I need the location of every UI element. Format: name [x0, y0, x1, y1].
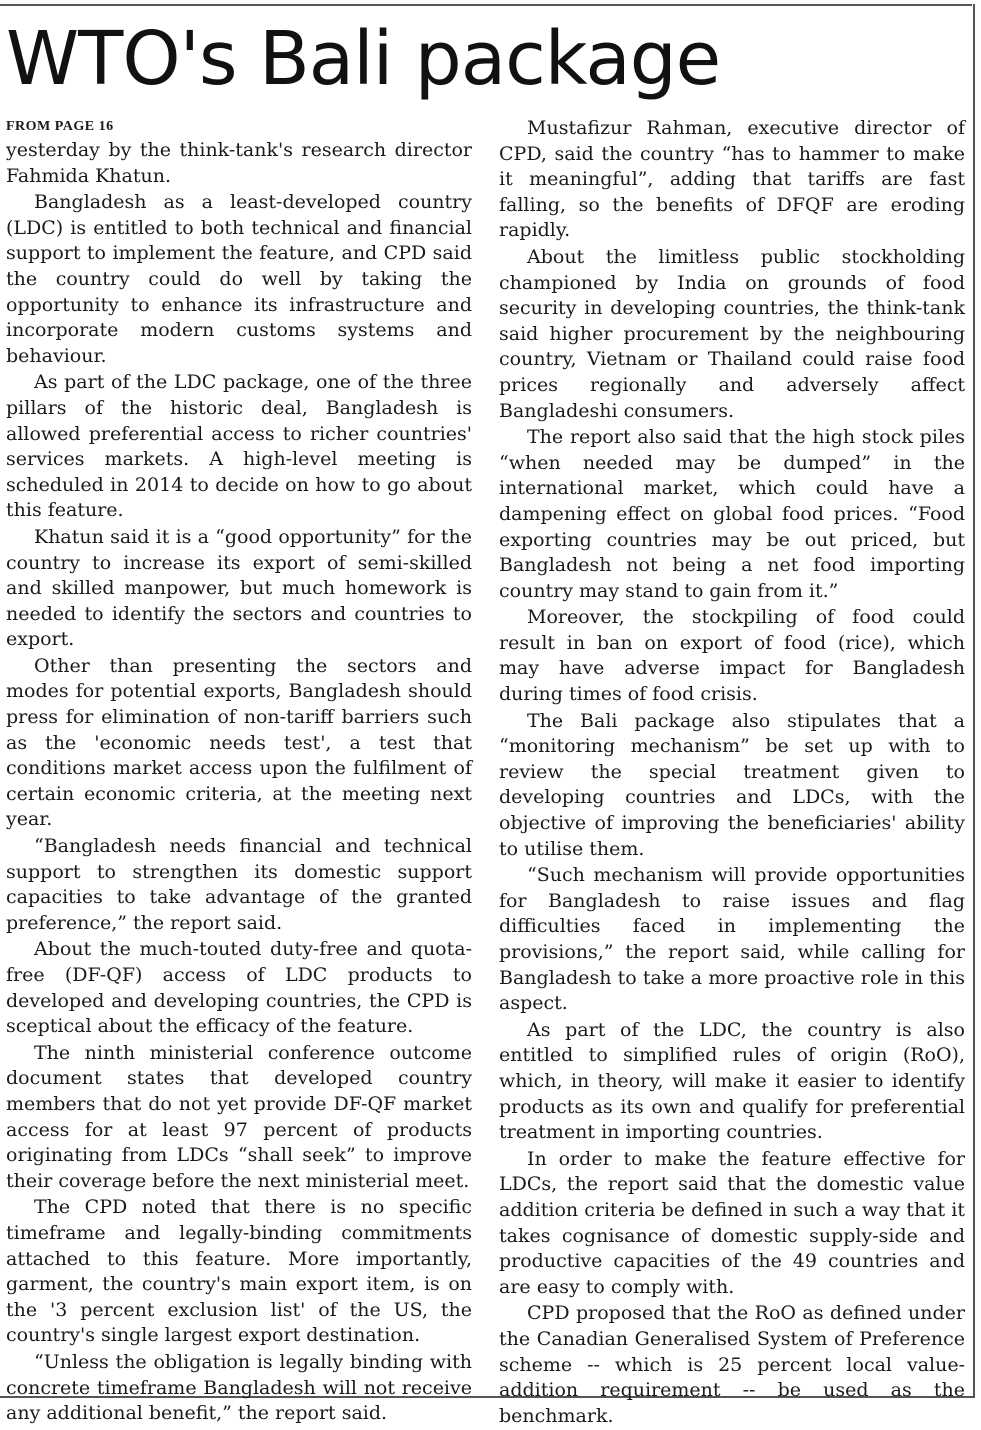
paragraph: “Bangladesh needs financial and technical support to strengthen its domestic support capacities to take advantage of the granted preference,” the report said.: [6, 835, 472, 934]
headline: WTO's Bali package: [6, 16, 721, 102]
paragraph: About the limitless public stockholding championed by India on grounds of food security in developing countries, the think-tank said higher procurement by the neighbouring country, Vietnam or Thailand could raise food prices regionally and adversely affect Bangladeshi consumers.: [499, 245, 965, 422]
paragraph: Other than presenting the sectors and modes for potential exports, Bangladesh should press for elimination of non-tariff barriers such as the 'economic needs test', a test that conditions market access upon the fulfilment of certain economic criteria, at the meeting next year.: [6, 654, 472, 831]
paragraph: Bangladesh as a least-developed country (LDC) is entitled to both technical and financial support to implement the feature, and CPD said the country could do well by taking the opportunity to enhance its infrastructure and incorporate modern customs systems and behaviour.: [6, 191, 472, 367]
right-column: [499, 116, 965, 1430]
paragraph: As part of the LDC, the country is also entitled to simplified rules of origin (RoO), which, in theory, will make it easier to identify products as its own and qualify for preferential treatment in importing countries.: [499, 1018, 965, 1144]
paragraph: The report also said that the high stock piles “when needed may be dumped” in the international market, which could have a dampening effect on global food prices. “Food exporting countries may be out priced, but Bangladesh not being a net food importing country may stand to gain from it.”: [499, 426, 965, 602]
paragraph: Moreover, the stockpiling of food could result in ban on export of food (rice), which may have adverse impact for Bangladesh during times of food crisis.: [499, 606, 965, 706]
paragraph: Khatun said it is a “good opportunity” for the country to increase its export of semi-skilled and skilled manpower, but much homework is needed to identify the sectors and countries to export.: [6, 525, 472, 651]
dateline: FROM PAGE 16: [6, 119, 114, 134]
right-rule: [973, 4, 975, 1397]
paragraph: The ninth ministerial conference outcome document states that developed country members that do not yet provide DF-QF market access for at least 97 percent of products originating from LDCs “shall seek” to improve their coverage before the next ministerial meet.: [6, 1041, 472, 1192]
paragraph: “Such mechanism will provide opportunities for Bangladesh to raise issues and flag difficulties faced in implementing the provisions,” the report said, while calling for Bangladesh to take a more proactive role in this aspect.: [499, 864, 965, 1015]
paragraph: The Bali package also stipulates that a “monitoring mechanism” be set up with to review the special treatment given to developing countries and LDCs, with the objective of improving the beneficiaries' ability to utilise them.: [499, 709, 965, 860]
paragraph: “Unless the obligation is legally binding with concrete timeframe Bangladesh will not receive any additional benefit,” the report said.: [6, 1350, 472, 1425]
paragraph: Mustafizur Rahman, executive director of CPD, said the country “has to hammer to make it meaningful”, adding that tariffs are fast falling, so the benefits of DFQF are eroding rapidly.: [499, 117, 965, 242]
paragraph: In order to make the feature effective for LDCs, the report said that the domestic value addition criteria be defined in such a way that it takes cognisance of domestic supply-side and productive capacities of the 49 countries and are easy to comply with.: [499, 1147, 965, 1298]
left-column: [6, 116, 472, 1428]
paragraph: yesterday by the think-tank's research director Fahmida Khatun.: [6, 139, 472, 187]
paragraph: As part of the LDC package, one of the three pillars of the historic deal, Bangladesh is allowed preferential access to richer countries' services markets. A high-level meeting is scheduled in 2014 to decide on how to go about this feature.: [6, 371, 472, 522]
paragraph: CPD proposed that the RoO as defined under the Canadian Generalised System of Preference scheme -- which is 25 percent local value-addition requirement -- be used as the benchmark.: [499, 1302, 965, 1427]
paragraph: The CPD noted that there is no specific timeframe and legally-binding commitments attached to this feature. More importantly, garment, the country's main export item, is on the '3 percent exclusion list' of the US, the country's single largest export destination.: [6, 1196, 472, 1347]
top-rule: [0, 4, 972, 6]
paragraph: About the much-touted duty-free and quota-free (DF-QF) access of LDC products to developed and developing countries, the CPD is sceptical about the efficacy of the feature.: [6, 938, 472, 1038]
